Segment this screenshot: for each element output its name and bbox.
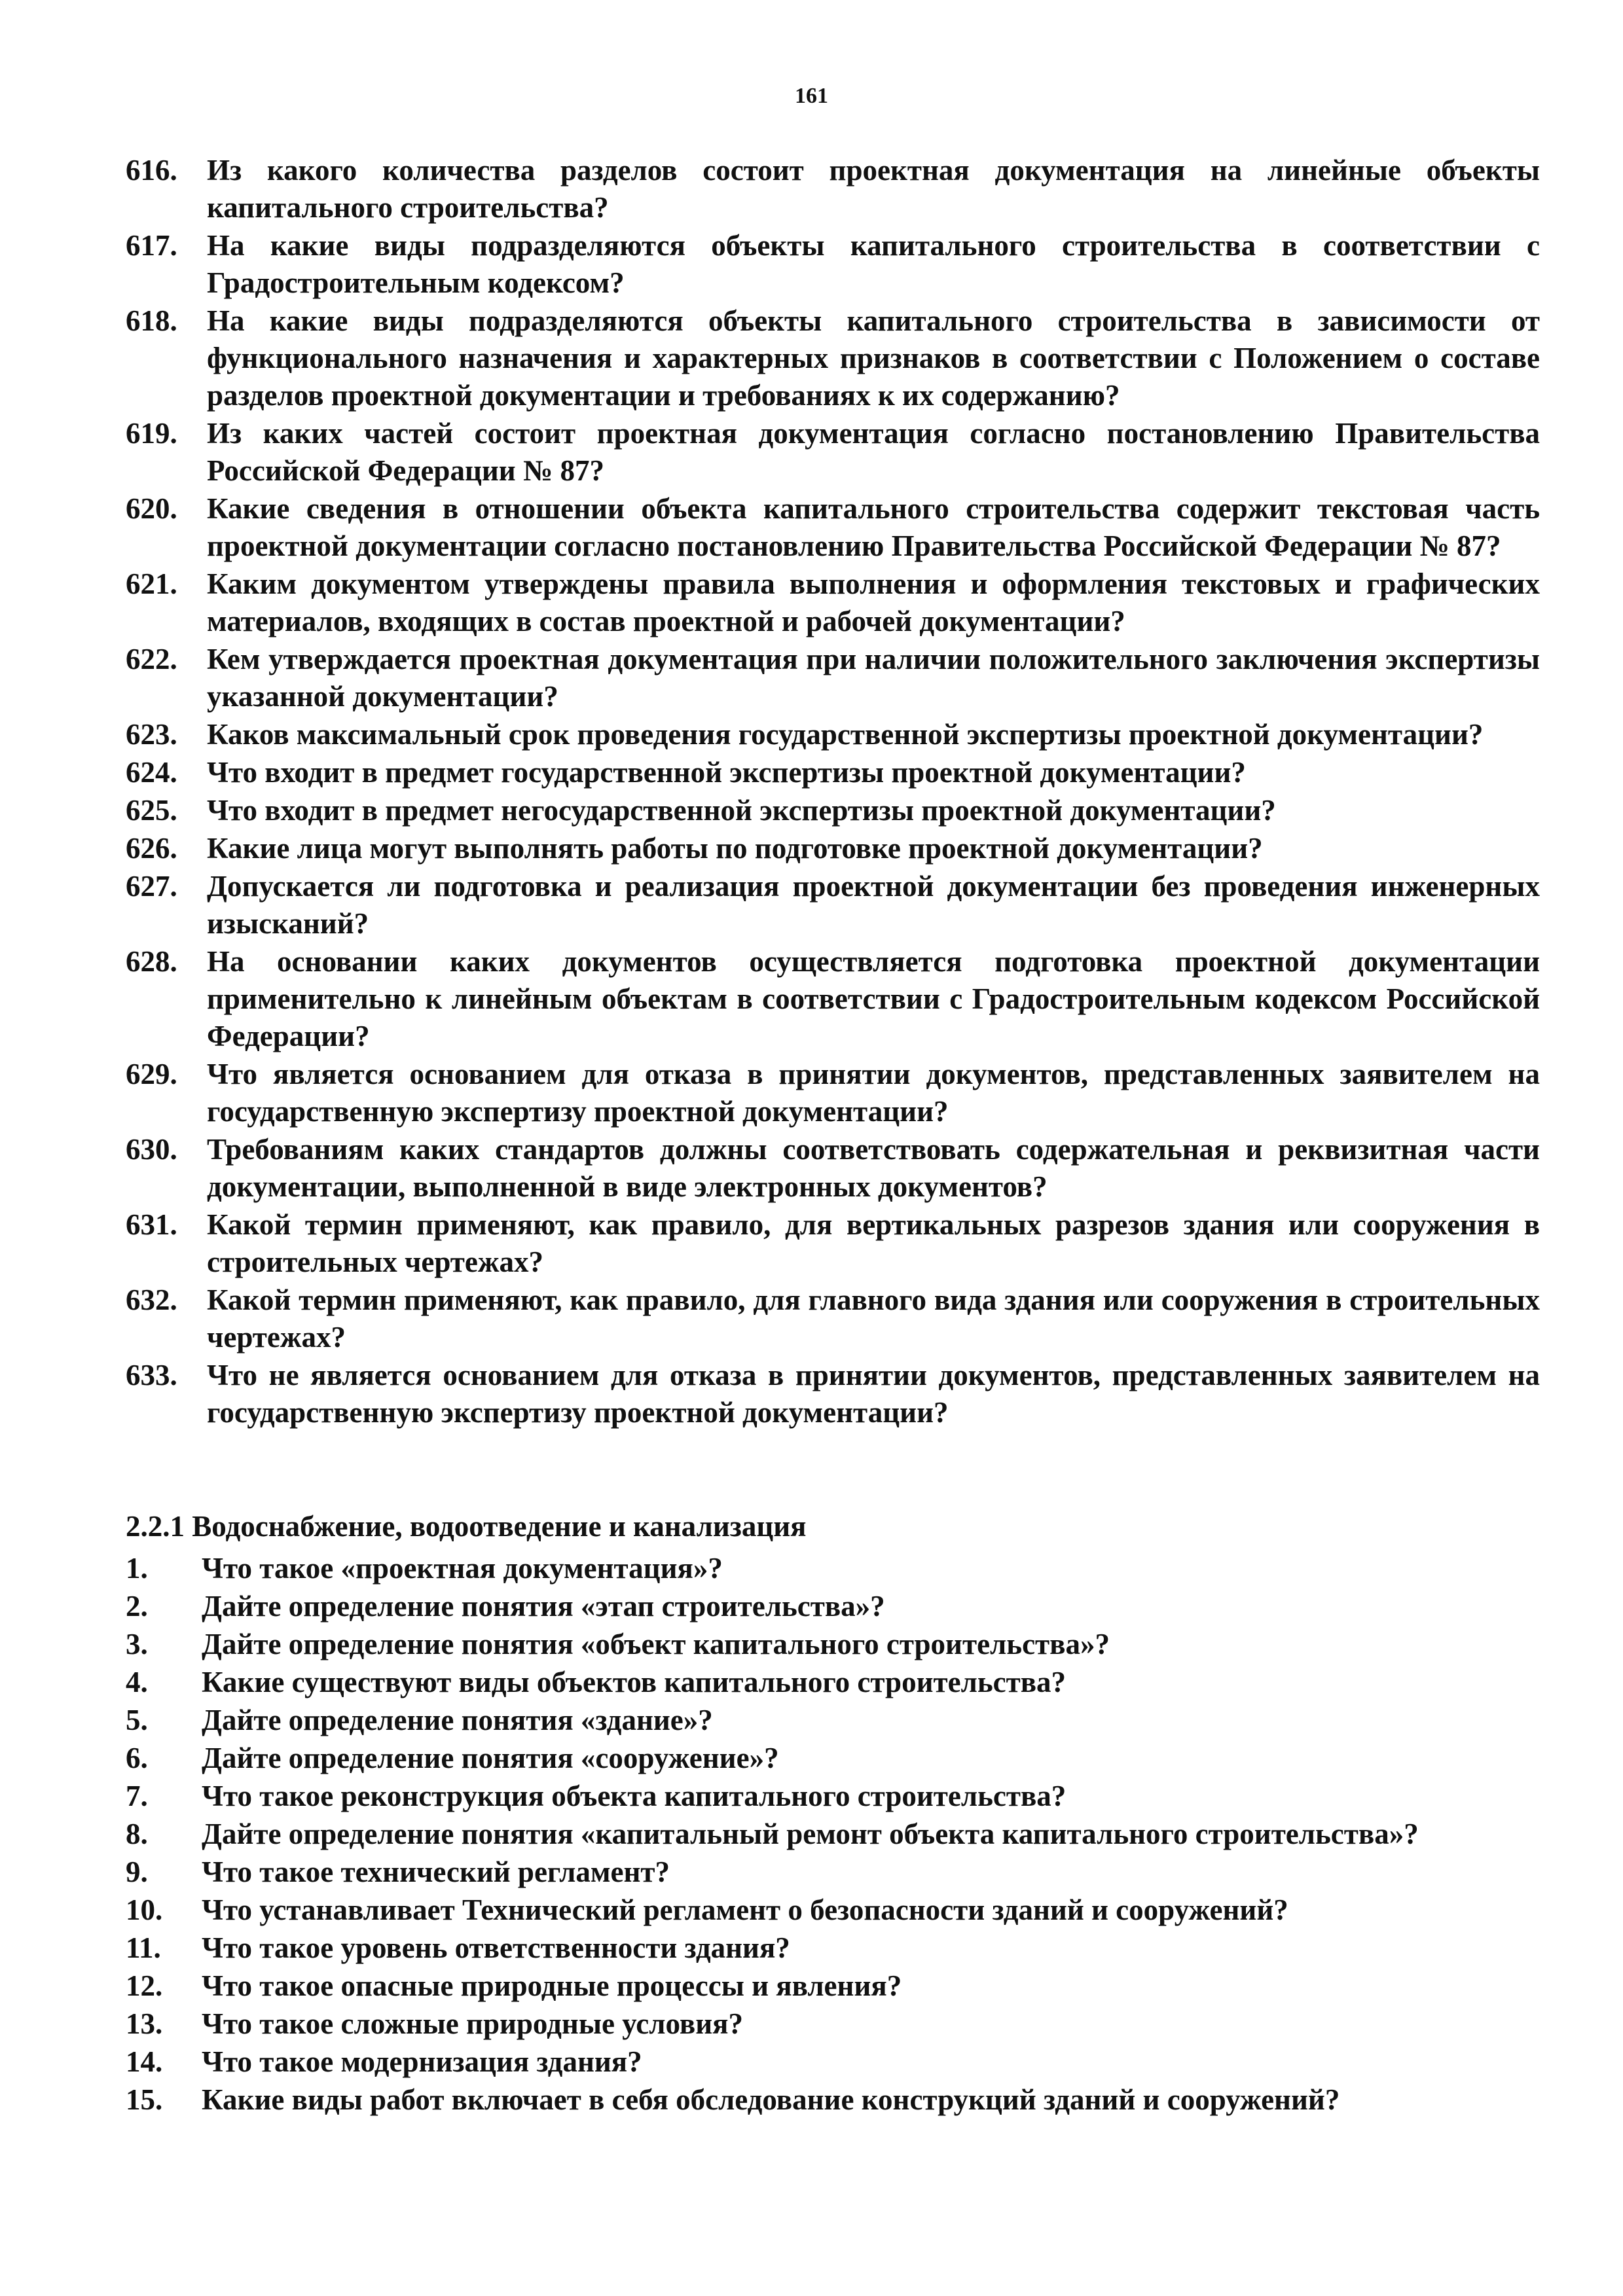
- list-item: [126, 1891, 1540, 1929]
- question-number: 4.: [126, 1666, 148, 1698]
- question-number: 6.: [126, 1742, 148, 1774]
- list-item: [126, 1357, 1540, 1431]
- list-item: [126, 1131, 1540, 1206]
- list-item: [126, 2043, 1540, 2081]
- question-number: 5.: [126, 1704, 148, 1736]
- list-item: [126, 1739, 1540, 1777]
- question-number: 623.: [126, 718, 177, 751]
- question-text: Каким документом утверждены правила выполнения и оформления текстовых и графических материалов, входящих в состав проектной и рабочей документации?: [207, 567, 1540, 637]
- question-text: Дайте определение понятия «здание»?: [202, 1704, 713, 1736]
- question-text: Дайте определение понятия «этап строительства»?: [202, 1590, 885, 1623]
- question-text: На какие виды подразделяются объекты капитального строительства в зависимости от функционального назначения и характерных признаков в соответствии с Положением о составе разделов проектной документации и требованиях к их содержанию?: [207, 304, 1540, 412]
- question-number: 633.: [126, 1359, 177, 1391]
- list-item: [126, 868, 1540, 942]
- question-text: Что такое модернизация здания?: [202, 2045, 642, 2078]
- question-text: Что является основанием для отказа в принятии документов, представленных заявителем на государственную экспертизу проектной документации?: [207, 1058, 1540, 1128]
- question-number: 621.: [126, 567, 177, 600]
- question-number: 619.: [126, 417, 177, 450]
- question-text: Что устанавливает Технический регламент о безопасности зданий и сооружений?: [202, 1893, 1288, 1926]
- list-item: [126, 565, 1540, 640]
- question-number: 616.: [126, 154, 177, 187]
- question-text: Какие лица могут выполнять работы по подготовке проектной документации?: [207, 832, 1263, 865]
- question-text: Требованиям каких стандартов должны соответствовать содержательная и реквизитная части документации, выполненной в виде электронных документов?: [207, 1133, 1540, 1203]
- list-item: [126, 754, 1540, 791]
- list-item: [126, 302, 1540, 414]
- question-text: Какие существуют виды объектов капитального строительства?: [202, 1666, 1067, 1698]
- question-text: Из какого количества разделов состоит проектная документация на линейные объекты капитального строительства?: [207, 154, 1540, 224]
- list-item: [126, 1282, 1540, 1356]
- question-text: На основании каких документов осуществляется подготовка проектной документации применительно к линейным объектам в соответствии с Градостроительным кодексом Российской Федерации?: [207, 945, 1540, 1052]
- list-item: [126, 1549, 1540, 1587]
- question-number: 627.: [126, 870, 177, 903]
- question-text: Какой термин применяют, как правило, для вертикальных разрезов здания или сооружения в строительных чертежах?: [207, 1208, 1540, 1278]
- question-number: 11.: [126, 1931, 161, 1964]
- list-item: [126, 1625, 1540, 1663]
- list-item: [126, 1853, 1540, 1891]
- question-number: 1.: [126, 1552, 148, 1585]
- list-item: [126, 1967, 1540, 2005]
- list-item: [126, 152, 1540, 226]
- list-item: [126, 2005, 1540, 2043]
- question-number: 9.: [126, 1856, 148, 1888]
- question-text: Дайте определение понятия «сооружение»?: [202, 1742, 779, 1774]
- question-text: Допускается ли подготовка и реализация проектной документации без проведения инженерных изысканий?: [207, 870, 1540, 940]
- question-number: 617.: [126, 229, 177, 262]
- list-item: [126, 1701, 1540, 1739]
- question-text: Какой термин применяют, как правило, для главного вида здания или сооружения в строительных чертежах?: [207, 1283, 1540, 1354]
- list-item: [126, 1206, 1540, 1281]
- question-text: Какие виды работ включает в себя обследование конструкций зданий и сооружений?: [202, 2083, 1340, 2116]
- list-item: [126, 1663, 1540, 1701]
- question-text: На какие виды подразделяются объекты капитального строительства в соответствии с Градостроительным кодексом?: [207, 229, 1540, 299]
- question-text: Что такое сложные природные условия?: [202, 2007, 743, 2040]
- list-item: [126, 1056, 1540, 1130]
- question-number: 10.: [126, 1893, 163, 1926]
- question-text: Что такое «проектная документация»?: [202, 1552, 723, 1585]
- question-list-part1: [126, 152, 1540, 1432]
- question-number: 13.: [126, 2007, 163, 2040]
- question-text: Что входит в предмет негосударственной экспертизы проектной документации?: [207, 794, 1276, 827]
- list-item: [126, 792, 1540, 829]
- list-item: [126, 716, 1540, 753]
- question-text: Что такое реконструкция объекта капитального строительства?: [202, 1780, 1067, 1812]
- list-item: [126, 227, 1540, 302]
- question-number: 8.: [126, 1818, 148, 1850]
- question-list-part2: [126, 1549, 1540, 2119]
- question-text: Что такое уровень ответственности здания?: [202, 1931, 790, 1964]
- list-item: [126, 641, 1540, 715]
- question-text: Что входит в предмет государственной экспертизы проектной документации?: [207, 756, 1246, 789]
- list-item: [126, 1929, 1540, 1967]
- page-number: 161: [795, 84, 828, 108]
- list-item: [126, 1815, 1540, 1853]
- question-number: 7.: [126, 1780, 148, 1812]
- question-number: 620.: [126, 492, 177, 525]
- question-text: Из каких частей состоит проектная документация согласно постановлению Правительства Российской Федерации № 87?: [207, 417, 1540, 487]
- question-number: 628.: [126, 945, 177, 978]
- list-item: [126, 1777, 1540, 1815]
- list-item: [126, 943, 1540, 1055]
- question-number: 629.: [126, 1058, 177, 1090]
- section-heading: 2.2.1 Водоснабжение, водоотведение и канализация: [126, 1510, 807, 1543]
- list-item: [126, 490, 1540, 565]
- question-text: Дайте определение понятия «капитальный ремонт объекта капитального строительства»?: [202, 1818, 1419, 1850]
- question-text: Кем утверждается проектная документация при наличии положительного заключения экспертизы указанной документации?: [207, 643, 1540, 713]
- question-number: 625.: [126, 794, 177, 827]
- question-number: 618.: [126, 304, 177, 337]
- list-item: [126, 830, 1540, 867]
- question-text: Что такое технический регламент?: [202, 1856, 670, 1888]
- question-text: Что не является основанием для отказа в принятии документов, представленных заявителем на государственную экспертизу проектной документации?: [207, 1359, 1540, 1429]
- question-text: Какие сведения в отношении объекта капитального строительства содержит текстовая часть проектной документации согласно постановлению Правительства Российской Федерации № 87?: [207, 492, 1540, 562]
- question-number: 631.: [126, 1208, 177, 1241]
- list-item: [126, 415, 1540, 490]
- question-number: 3.: [126, 1628, 148, 1660]
- question-number: 622.: [126, 643, 177, 675]
- question-text: Каков максимальный срок проведения государственной экспертизы проектной документации?: [207, 718, 1484, 751]
- question-number: 2.: [126, 1590, 148, 1623]
- question-number: 14.: [126, 2045, 163, 2078]
- question-number: 15.: [126, 2083, 163, 2116]
- question-number: 630.: [126, 1133, 177, 1166]
- question-number: 626.: [126, 832, 177, 865]
- question-number: 624.: [126, 756, 177, 789]
- question-text: Дайте определение понятия «объект капитального строительства»?: [202, 1628, 1110, 1660]
- question-text: Что такое опасные природные процессы и явления?: [202, 1969, 902, 2002]
- question-number: 12.: [126, 1969, 163, 2002]
- list-item: [126, 1587, 1540, 1625]
- list-item: [126, 2081, 1540, 2119]
- question-number: 632.: [126, 1283, 177, 1316]
